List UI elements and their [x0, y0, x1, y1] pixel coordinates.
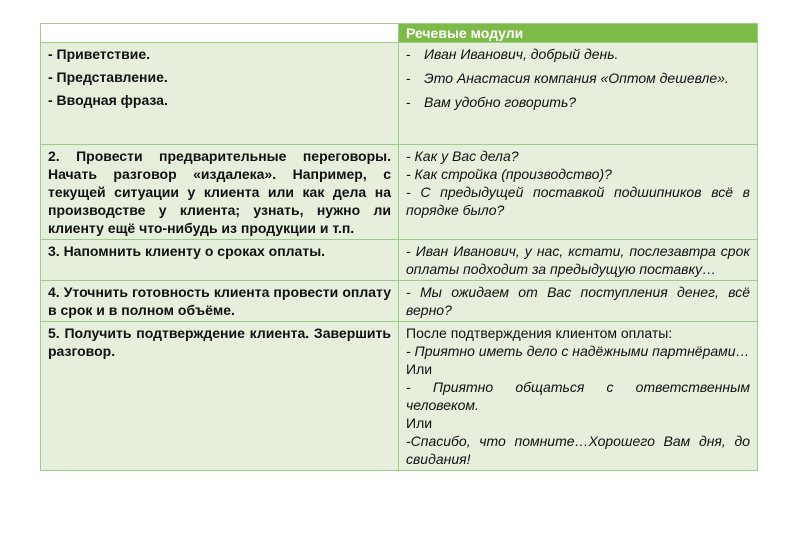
table-row [41, 145, 758, 240]
speech-cell [399, 43, 758, 145]
stage-cell: 3. Напомнить клиенту о сроках оплаты. [41, 240, 399, 281]
table-row [41, 43, 758, 145]
header-title: Речевые модули [399, 24, 758, 43]
stage-item: - Представление. [48, 69, 168, 85]
speech-cell [399, 145, 758, 240]
table-row [41, 322, 758, 471]
table-header-row [41, 24, 758, 43]
speech-line: - Как стройка (производство)? [406, 166, 612, 182]
stage-cell: 5. Получить подтверждение клиента. Завершить разговор. [41, 322, 399, 471]
speech-item: - Вам удобно говорить? [406, 93, 750, 111]
speech-or: Или [406, 415, 433, 431]
speech-item: - Это Анастасия компания «Оптом дешевле». [406, 67, 750, 89]
speech-option: - Приятно общаться с ответственным человеком. [406, 379, 750, 413]
table-row [41, 240, 758, 281]
stage-item: - Вводная фраза. [48, 92, 168, 108]
speech-or: Или [406, 361, 433, 377]
speech-intro: После подтверждения клиентом оплаты: [406, 325, 673, 341]
speech-option: - Приятно иметь дело с надёжными партнёрами… [406, 343, 750, 359]
speech-item: - Иван Иванович, добрый день. [406, 45, 750, 63]
speech-cell: - Иван Иванович, у нас, кстати, послезавтра срок оплаты подходит за предыдущую поставку… [399, 240, 758, 281]
speech-list [406, 45, 750, 111]
speech-script-table [40, 23, 758, 471]
stage-cell: 2. Провести предварительные переговоры. Начать разговор «издалека». Например, с текущей ситуации у клиента или как дела на производстве у клиента; узнать, нужно ли клиенту ещё что-нибудь из продукции и т.п. [41, 145, 399, 240]
speech-option: -Спасибо, что помните…Хорошего Вам дня, до свидания! [406, 433, 750, 467]
stage-item: - Приветствие. [48, 46, 150, 62]
speech-cell: - Мы ожидаем от Вас поступления денег, всё верно? [399, 281, 758, 322]
table-row [41, 281, 758, 322]
speech-line: - С предыдущей поставкой подшипников всё в порядке было? [406, 184, 750, 218]
speech-cell [399, 322, 758, 471]
speech-line: - Как у Вас дела? [406, 148, 519, 164]
stage-cell [41, 43, 399, 145]
stage-cell: 4. Уточнить готовность клиента провести оплату в срок и в полном объёме. [41, 281, 399, 322]
header-empty-cell [41, 24, 399, 43]
